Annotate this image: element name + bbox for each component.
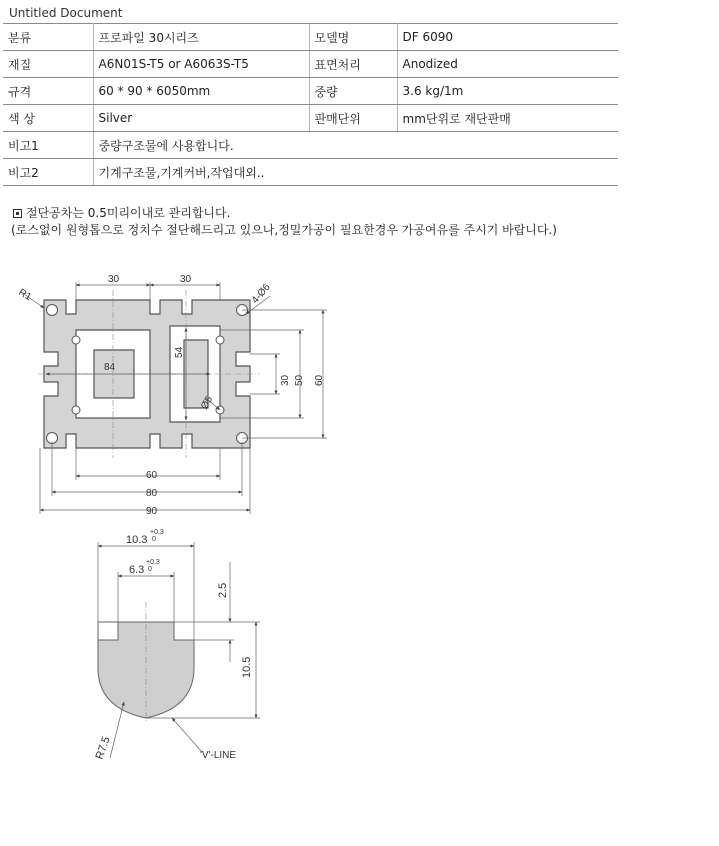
dim-label: 60 [314, 374, 325, 386]
table-row [3, 105, 618, 132]
dim-label: 10.5 [241, 656, 253, 678]
spec-value: DF 6090 [397, 24, 618, 51]
hole-icon [47, 305, 58, 316]
dim-label: 'V'-LINE [200, 750, 237, 761]
spec-key: 모델명 [309, 24, 397, 51]
dim-label: R7.5 [93, 735, 113, 762]
spec-value: A6N01S-T5 or A6063S-T5 [93, 51, 309, 78]
dim-label: 30 [180, 274, 192, 285]
table-row [3, 24, 618, 51]
bullet-square-icon [13, 209, 22, 218]
spec-key: 분류 [3, 24, 93, 51]
dim-tolerance: 0 [152, 536, 156, 543]
dim-label: Ø5 [199, 394, 216, 412]
spec-value: 프로파일 30시리즈 [93, 24, 309, 51]
table-row [3, 51, 618, 78]
table-row [3, 132, 618, 159]
spec-value: mm단위로 재단판매 [397, 105, 618, 132]
hole-icon [72, 406, 80, 414]
spec-key: 중량 [309, 78, 397, 105]
dim-label: 30 [280, 374, 291, 386]
dim-label: 80 [146, 488, 158, 499]
spec-value: Silver [93, 105, 309, 132]
table-row [3, 78, 618, 105]
dim-label: 4-Ø6 [249, 281, 273, 306]
spec-value: 중량구조물에 사용합니다. [93, 132, 618, 159]
hole-icon [216, 336, 224, 344]
dim-label: 2.5 [217, 582, 229, 598]
spec-key: 재질 [3, 51, 93, 78]
dim-label: 90 [146, 506, 158, 517]
profile-cross-section-drawing [10, 270, 330, 520]
spec-value: 60 * 90 * 6050mm [93, 78, 309, 105]
hole-icon [47, 433, 58, 444]
cutting-detail-note: (로스없이 원형톱으로 정치수 절단해드리고 있으나,정밀가공이 필요한경우 가공여유를 주시기 바랍니다.) [11, 223, 557, 237]
dim-label: 50 [294, 374, 305, 386]
dim-label: 84 [104, 362, 116, 373]
dim-label: R1 [16, 287, 34, 303]
dim-label: 30 [108, 274, 120, 285]
spec-key: 색 상 [3, 105, 93, 132]
spec-key: 판매단위 [309, 105, 397, 132]
spec-key: 비고1 [3, 132, 93, 159]
table-row [3, 159, 618, 186]
spec-value: 기계구조물,기계커버,작업대외.. [93, 159, 618, 186]
cutting-tolerance-note [11, 204, 230, 221]
spec-key: 비고2 [3, 159, 93, 186]
slot-detail-drawing [80, 522, 280, 772]
dim-label: 54 [174, 346, 185, 358]
dim-tolerance: +0.3 [150, 529, 164, 536]
document-title: Untitled Document [9, 6, 123, 20]
spec-table [3, 23, 618, 186]
dim-label: 6.3 [129, 564, 145, 576]
spec-value: 3.6 kg/1m [397, 78, 618, 105]
dim-label: 60 [146, 470, 158, 481]
dim-label: 10.3 [126, 534, 148, 546]
dim-tolerance: +0.3 [146, 559, 160, 566]
dim-tolerance: 0 [148, 566, 152, 573]
hole-icon [72, 336, 80, 344]
note-text: 절단공차는 0.5미리이내로 관리합니다. [26, 206, 231, 220]
spec-key: 표면처리 [309, 51, 397, 78]
spec-value: Anodized [397, 51, 618, 78]
spec-key: 규격 [3, 78, 93, 105]
